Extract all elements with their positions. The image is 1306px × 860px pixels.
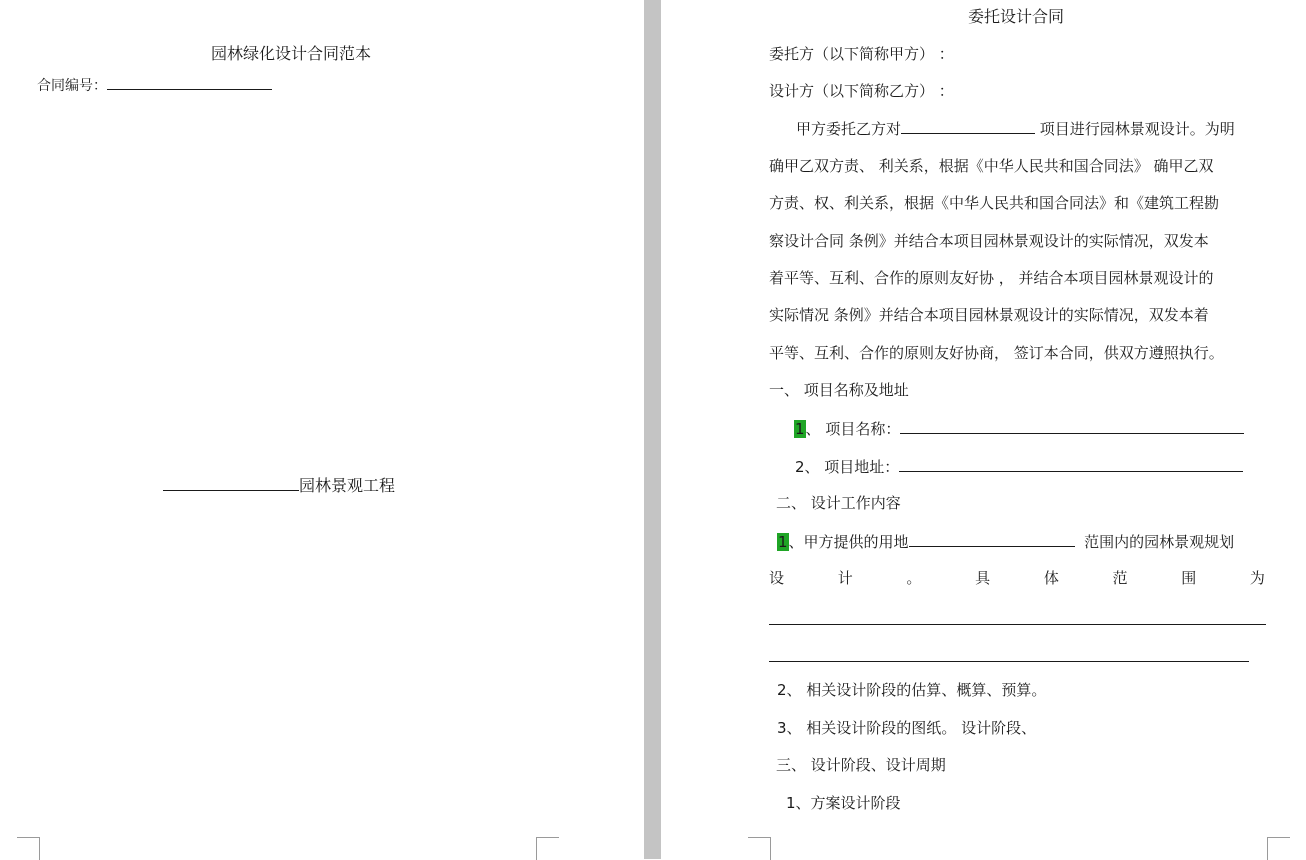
page-corner-mark bbox=[17, 837, 40, 860]
list-item-label: 、 项目名称： bbox=[805, 420, 901, 438]
project-blank[interactable] bbox=[901, 118, 1035, 134]
highlight-marker: 1 bbox=[795, 420, 805, 438]
party-a-line: 委托方（以下简称甲方） ： bbox=[769, 45, 954, 63]
char: 具 bbox=[975, 569, 991, 587]
paragraph-first-line bbox=[796, 118, 1235, 139]
document-page-right bbox=[661, 0, 1306, 859]
char: 围 bbox=[1181, 569, 1197, 587]
scope-blank-line[interactable] bbox=[769, 661, 1249, 662]
list-item-site bbox=[777, 531, 1234, 552]
page-corner-mark bbox=[1267, 837, 1290, 860]
scope-blank-line[interactable] bbox=[769, 624, 1266, 625]
paragraph-line: 着平等、互利、合作的原则友好协 ， 并结合本项目园林景观设计的 bbox=[769, 269, 1214, 287]
project-address-field[interactable] bbox=[899, 456, 1243, 472]
justified-line bbox=[769, 568, 1265, 588]
paragraph-line: 方责、权、利关系，根据《中华人民共和国合同法》和《建筑工程勘 bbox=[769, 194, 1220, 212]
page-corner-mark bbox=[536, 837, 559, 860]
page-corner-mark bbox=[748, 837, 771, 860]
paragraph-text: 甲方委托乙方对 bbox=[796, 120, 902, 138]
project-name-field[interactable] bbox=[900, 418, 1244, 434]
paragraph-line: 确甲乙双方责、 利关系，根据《中华人民共和国合同法》 确甲乙双 bbox=[769, 157, 1214, 175]
site-blank[interactable] bbox=[909, 531, 1075, 547]
project-name-line bbox=[163, 475, 395, 496]
list-item-project-name bbox=[794, 418, 1244, 439]
contract-number-blank[interactable] bbox=[107, 74, 272, 90]
contract-number-line bbox=[37, 74, 272, 96]
char: 范 bbox=[1112, 569, 1128, 587]
page-gutter bbox=[644, 0, 661, 859]
paragraph-line: 平等、互利、合作的原则友好协商， 签订本合同，供双方遵照执行。 bbox=[769, 344, 1224, 362]
highlight-marker: 1 bbox=[778, 533, 788, 551]
contract-title: 委托设计合同 bbox=[968, 7, 1065, 26]
project-suffix: 园林景观工程 bbox=[299, 476, 396, 495]
list-item-project-address bbox=[795, 456, 1243, 477]
list-item: 2、 相关设计阶段的估算、概算、预算。 bbox=[777, 681, 1047, 699]
paragraph-line: 实际情况 条例》并结合本项目园林景观设计的实际情况，双发本着 bbox=[769, 306, 1209, 324]
char: 体 bbox=[1043, 569, 1059, 587]
list-item: 1、方案设计阶段 bbox=[786, 794, 901, 812]
list-item-text: 范围内的园林景观规划 bbox=[1084, 533, 1235, 551]
page-title: 园林绿化设计合同范本 bbox=[211, 44, 372, 63]
char: 设 bbox=[769, 569, 785, 587]
party-b-line: 设计方（以下简称乙方） ： bbox=[769, 82, 954, 100]
char: 为 bbox=[1249, 569, 1265, 587]
char: 计 bbox=[837, 569, 853, 587]
contract-number-label: 合同编号： bbox=[37, 78, 107, 94]
list-item-text: 、甲方提供的用地 bbox=[788, 533, 909, 551]
section-heading: 三、 设计阶段、设计周期 bbox=[776, 756, 946, 774]
section-heading: 一、 项目名称及地址 bbox=[769, 381, 909, 399]
list-item: 3、 相关设计阶段的图纸。 设计阶段、 bbox=[777, 719, 1037, 737]
char: 。 bbox=[906, 569, 922, 587]
section-heading: 二、 设计工作内容 bbox=[776, 494, 901, 512]
paragraph-text: 项目进行园林景观设计。为明 bbox=[1039, 120, 1235, 138]
list-item-label: 2、 项目地址： bbox=[795, 458, 900, 476]
document-page-left bbox=[0, 0, 644, 859]
paragraph-line: 察设计合同 条例》并结合本项目园林景观设计的实际情况，双发本 bbox=[769, 232, 1209, 250]
project-name-blank[interactable] bbox=[163, 475, 299, 491]
